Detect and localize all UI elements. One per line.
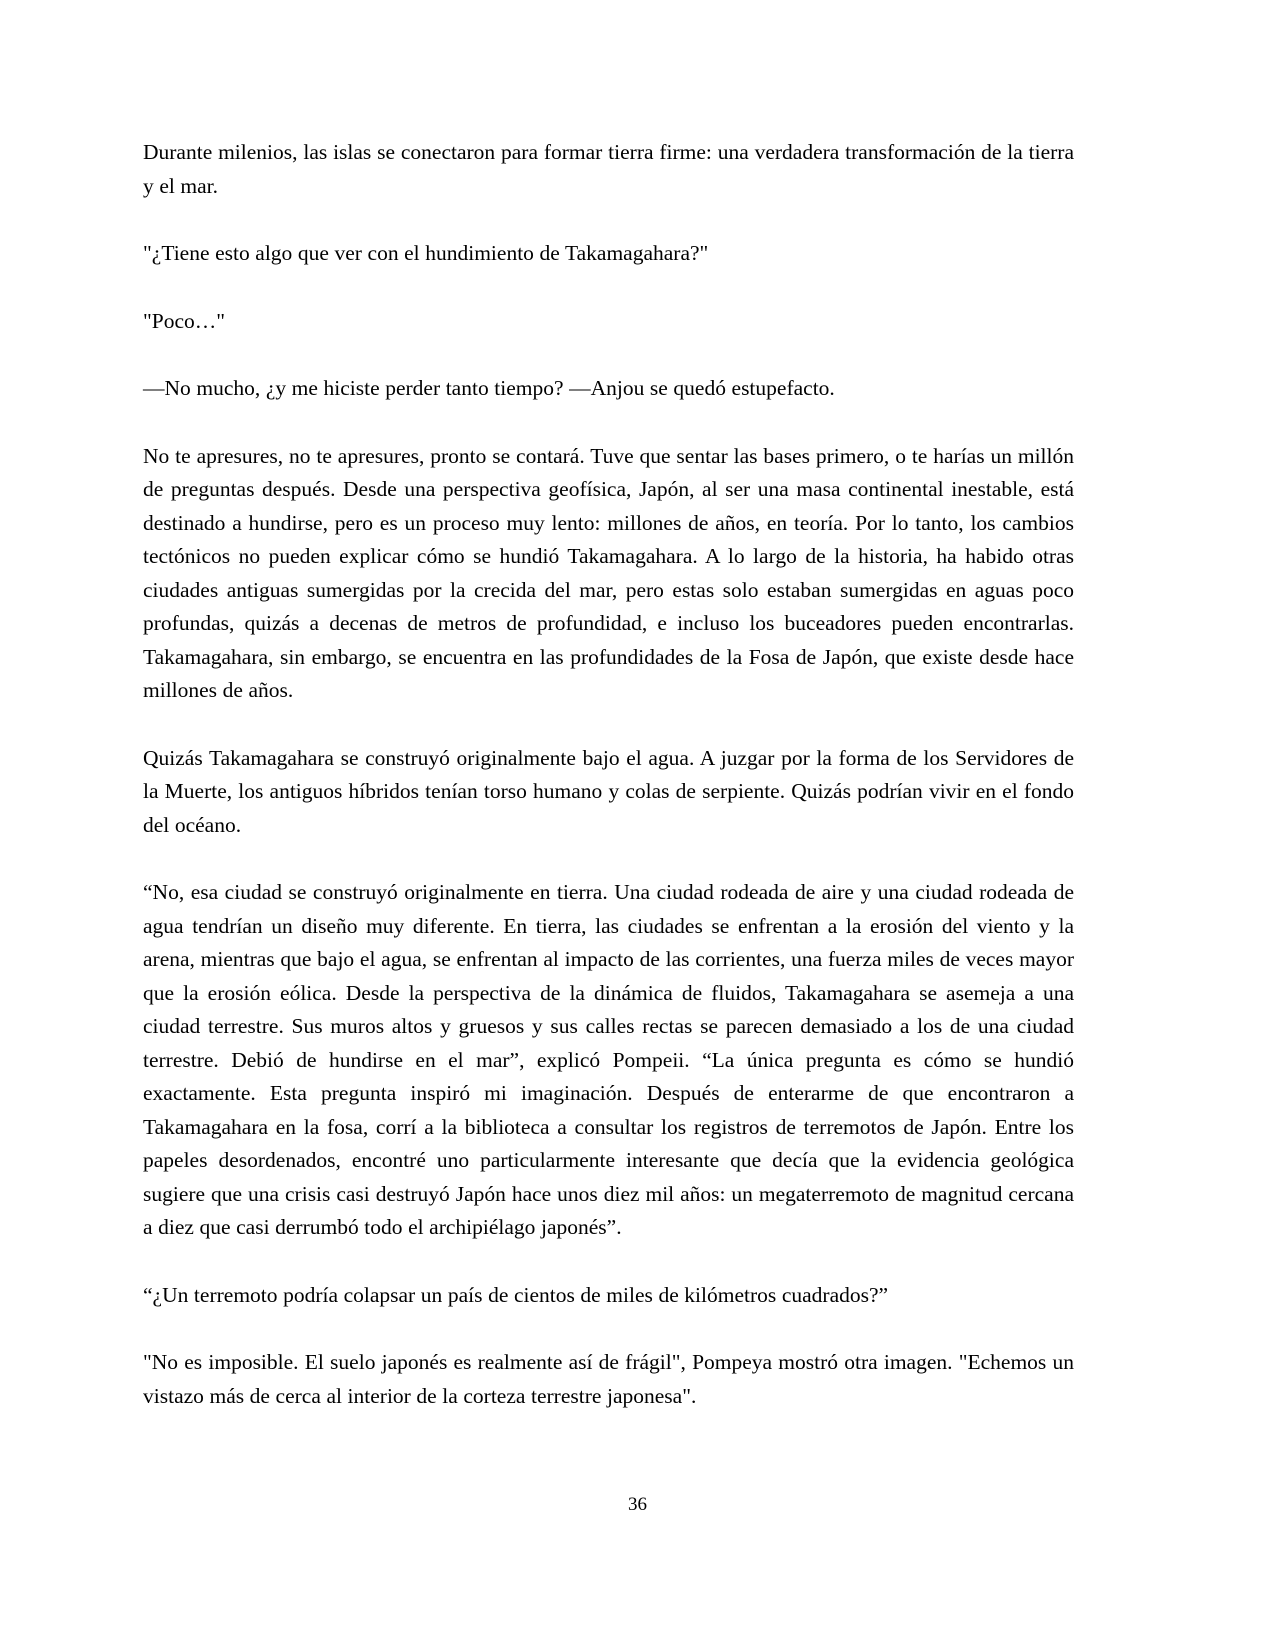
page-number: 36 (628, 1494, 647, 1515)
paragraph-9: "No es imposible. El suelo japonés es realmente así de frágil", Pompeya mostró otra imagen. "Echemos un vistazo más de cerca al interior de la corteza terrestre japonesa". (143, 1350, 1074, 1408)
paragraph-3: "Poco…" (143, 308, 226, 333)
paragraph-2: "¿Tiene esto algo que ver con el hundimiento de Takamagahara?" (143, 241, 709, 265)
paragraph-8: “¿Un terremoto podría colapsar un país de cientos de miles de kilómetros cuadrados?” (143, 1282, 889, 1307)
paragraph-5: No te apresures, no te apresures, pronto se contará. Tuve que sentar las bases primero, o te harías un millón de preguntas después. Desde una perspectiva geofísica, Japón, al ser una masa continental inestable, está destinado a hundirse, pero es un proceso muy lento: millones de años, en teoría. Por lo tanto, los cambios tectónicos no pueden explicar cómo se hundió Takamagahara. A lo largo de la historia, ha habido otras ciudades antiguas sumergidas por la crecida del mar, pero estas solo estaban sumergidas en aguas poco profundas, quizás a decenas de metros de profundidad, e incluso los buceadores pueden encontrarlas. Takamagahara, sin embargo, se encuentra en las profundidades de la Fosa de Japón, que existe desde hace millones de años. (143, 443, 1074, 702)
paragraph-1: Durante milenios, las islas se conectaron para formar tierra firme: una verdadera transformación de la tierra y el mar. (143, 140, 1074, 198)
paragraph-6: Quizás Takamagahara se construyó originalmente bajo el agua. A juzgar por la forma de los Servidores de la Muerte, los antiguos híbridos tenían torso humano y colas de serpiente. Quizás podrían vivir en el fondo del océano. (143, 745, 1074, 837)
paragraph-4: —No mucho, ¿y me hiciste perder tanto tiempo? —Anjou se quedó estupefacto. (143, 376, 835, 400)
paragraph-7: “No, esa ciudad se construyó originalmente en tierra. Una ciudad rodeada de aire y una ciudad rodeada de agua tendrían un diseño muy diferente. En tierra, las ciudades se enfrentan a la erosión del viento y la arena, mientras que bajo el agua, se enfrentan al impacto de las corrientes, una fuerza miles de veces mayor que la erosión eólica. Desde la perspectiva de la dinámica de fluidos, Takamagahara se asemeja a una ciudad terrestre. Sus muros altos y gruesos y sus calles rectas se parecen demasiado a los de una ciudad terrestre. Debió de hundirse en el mar”, explicó Pompeii. “La única pregunta es cómo se hundió exactamente. Esta pregunta inspiró mi imaginación. Después de enterarme de que encontraron a Takamagahara en la fosa, corrí a la biblioteca a consultar los registros de terremotos de Japón. Entre los papeles desordenados, encontré uno particularmente interesante que decía que la evidencia geológica sugiere que una crisis casi destruyó Japón hace unos diez mil años: un megaterremoto de magnitud cercana a diez que casi derrumbó todo el archipiélago japonés”. (143, 880, 1074, 1239)
page-body-text (143, 136, 1074, 1413)
